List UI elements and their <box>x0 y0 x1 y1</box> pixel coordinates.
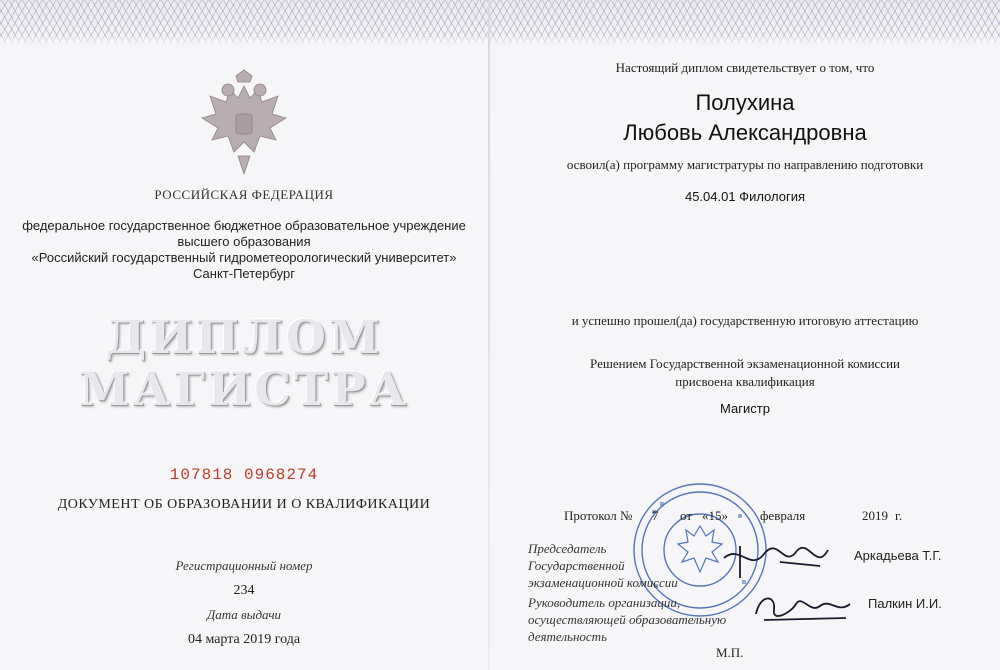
program-text: освоил(а) программу магистратуры по направлению подготовки <box>566 157 924 172</box>
issue-date-label: Дата выдачи <box>206 607 282 622</box>
protocol-from: от <box>680 508 693 523</box>
diploma-degree: МАГИСТРА <box>78 362 410 416</box>
protocol-year-suffix: г. <box>895 508 903 523</box>
head-role-line: осуществляющей образовательную <box>528 612 727 627</box>
double-headed-eagle-icon <box>188 68 300 180</box>
registration-label: Регистрационный номер <box>175 558 313 573</box>
head-name: Палкин И.И. <box>868 596 942 611</box>
decision-text: Решением Государственной экзаменационной комиссии <box>590 356 900 371</box>
chair-role <box>528 540 678 591</box>
institution-line: «Российский государственный гидрометеорологический университет» <box>31 250 457 265</box>
protocol-label: Протокол № <box>564 508 633 523</box>
head-role-line: Руководитель организации, <box>528 595 681 610</box>
institution-line: федеральное государственное бюджетное образовательное учреждение <box>22 218 466 233</box>
registration-number: 234 <box>233 583 255 598</box>
specialty: 45.04.01 Филология <box>684 189 806 204</box>
chair-signature-icon <box>720 538 850 582</box>
head-signature-icon <box>750 584 860 628</box>
left-page <box>0 0 488 670</box>
chair-role-line: Государственной <box>528 558 625 573</box>
graduate-surname: Полухина <box>695 90 795 115</box>
institution-block <box>0 218 488 282</box>
certifies-text: Настоящий диплом свидетельствует о том, что <box>615 60 875 75</box>
qualification: Магистр <box>720 401 770 416</box>
diploma-title: ДИПЛОМ <box>105 310 383 364</box>
head-role-line: деятельность <box>528 629 607 644</box>
protocol-number: 7 <box>652 508 659 523</box>
right-page <box>490 0 1000 670</box>
serial-number: 107818 0968274 <box>169 466 319 484</box>
institution-line: высшего образования <box>177 234 311 249</box>
attestation-text: и успешно прошел(да) государственную итоговую аттестацию <box>571 313 919 328</box>
protocol-day: «15» <box>702 508 728 523</box>
head-role <box>528 594 726 645</box>
chair-name: Аркадьева Т.Г. <box>854 548 942 563</box>
chair-role-line: экзаменационной комиссии <box>528 575 678 590</box>
graduate-given-names: Любовь Александровна <box>623 120 867 145</box>
chair-role-line: Председатель <box>528 541 607 556</box>
decision-text-2: присвоена квалификация <box>675 374 815 389</box>
seal-label: М.П. <box>716 645 744 660</box>
document-type: ДОКУМЕНТ ОБ ОБРАЗОВАНИИ И О КВАЛИФИКАЦИИ <box>57 497 431 512</box>
issue-date: 04 марта 2019 года <box>187 632 301 647</box>
institution-line: Санкт-Петербург <box>193 266 295 281</box>
country-name: РОССИЙСКАЯ ФЕДЕРАЦИЯ <box>154 187 334 202</box>
protocol-year: 2019 <box>862 508 888 523</box>
protocol-month: февраля <box>760 508 806 523</box>
